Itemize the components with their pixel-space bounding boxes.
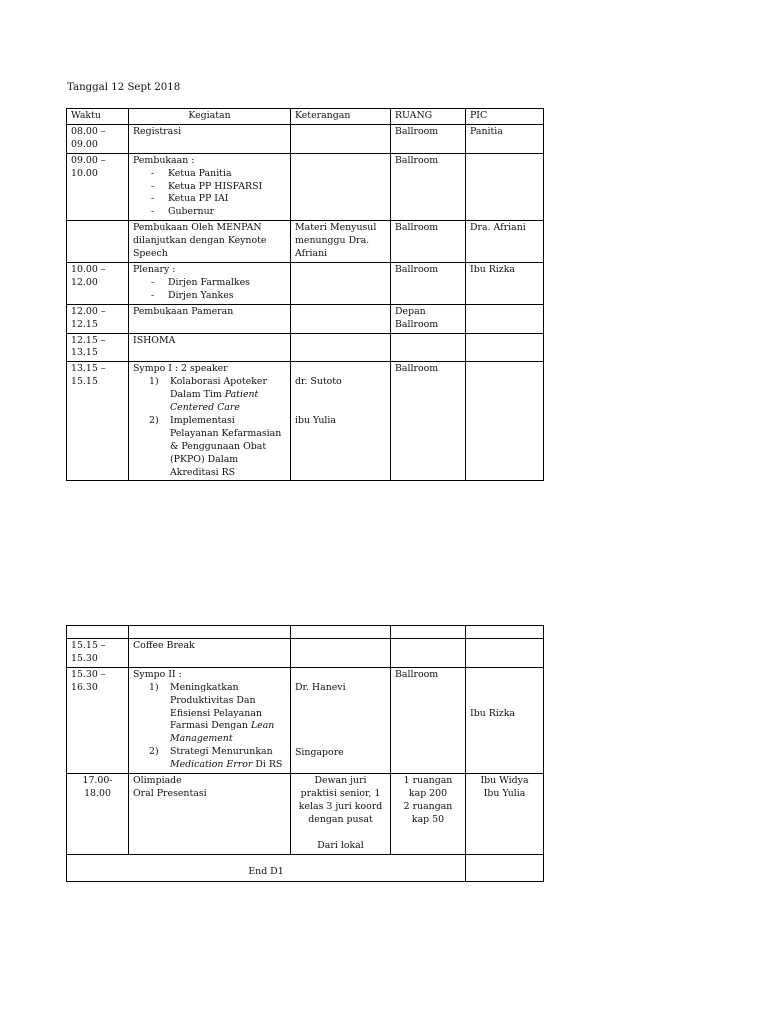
activity-title: Olimpiade bbox=[133, 775, 182, 787]
table-row bbox=[67, 153, 544, 221]
cell-waktu: 15.30 – 16.30 bbox=[67, 667, 129, 773]
topic-italic: Lean Management bbox=[170, 720, 275, 745]
list-item: - Gubernur bbox=[151, 206, 286, 219]
activity-title: Sympo II : bbox=[133, 668, 182, 680]
cell-kegiatan bbox=[129, 362, 291, 481]
list-item: - Dirjen Yankes bbox=[151, 290, 286, 303]
activity-title: Plenary : bbox=[133, 263, 176, 275]
cell-empty bbox=[291, 626, 391, 639]
schedule-date: Tanggal 12 Sept 2018 bbox=[67, 82, 181, 93]
cell-pic: Ibu Rizka bbox=[466, 262, 544, 304]
cell-pic: Dra. Afriani bbox=[466, 221, 544, 263]
cell-waktu: 12.00 – 12.15 bbox=[67, 304, 129, 333]
cell-keterangan bbox=[291, 639, 391, 668]
table-row bbox=[67, 262, 544, 304]
schedule-table-part-1 bbox=[66, 108, 544, 481]
table-row bbox=[67, 774, 544, 855]
cell-waktu: 15.15 – 15.30 bbox=[67, 639, 129, 668]
topic-tail: Di RS bbox=[255, 759, 283, 771]
list-item: - Dirjen Farmalkes bbox=[151, 277, 286, 290]
cell-kegiatan: Registrasi bbox=[129, 124, 291, 153]
list-item bbox=[149, 415, 286, 480]
cell-keterangan bbox=[291, 667, 391, 773]
table-header-row bbox=[67, 109, 544, 125]
cell-pic bbox=[466, 639, 544, 668]
cell-ruang bbox=[391, 333, 466, 362]
room-capacity: 2 ruangan kap 50 bbox=[403, 800, 453, 825]
table-row bbox=[67, 304, 544, 333]
cell-ruang: Ballroom bbox=[391, 153, 466, 221]
activity-title: Oral Presentasi bbox=[133, 787, 207, 799]
cell-pic bbox=[466, 333, 544, 362]
topic-italic: Medication Error bbox=[170, 759, 253, 771]
cell-pic bbox=[466, 854, 544, 881]
cell-waktu bbox=[67, 221, 129, 263]
cell-keterangan bbox=[291, 124, 391, 153]
cell-pic: Panitia bbox=[466, 124, 544, 153]
header-waktu: Waktu bbox=[67, 109, 129, 125]
pic-name: Ibu Yulia bbox=[483, 787, 526, 799]
list-item: - Ketua PP IAI bbox=[151, 193, 286, 206]
cell-waktu: 13.15 – 15.15 bbox=[67, 362, 129, 481]
table-row-end bbox=[67, 854, 544, 881]
header-ruang: RUANG bbox=[391, 109, 466, 125]
cell-pic bbox=[466, 362, 544, 481]
cell-kegiatan: Coffee Break bbox=[129, 639, 291, 668]
cell-ruang bbox=[391, 774, 466, 855]
cell-pic bbox=[466, 304, 544, 333]
pic-name: Ibu Widya bbox=[480, 775, 529, 787]
speaker-name: dr. Sutoto bbox=[295, 376, 342, 388]
speaker-name: Dr. Hanevi bbox=[295, 681, 346, 693]
cell-kegiatan bbox=[129, 153, 291, 221]
cell-ruang: Depan Ballroom bbox=[391, 304, 466, 333]
cell-ruang: Ballroom bbox=[391, 262, 466, 304]
cell-waktu: 17.00- 18.00 bbox=[67, 774, 129, 855]
header-pic: PIC bbox=[466, 109, 544, 125]
cell-pic bbox=[466, 774, 544, 855]
schedule-table-part-2 bbox=[66, 625, 544, 882]
cell-keterangan bbox=[291, 362, 391, 481]
cell-empty bbox=[67, 626, 129, 639]
cell-waktu: 10.00 – 12.00 bbox=[67, 262, 129, 304]
item-number: 2) bbox=[149, 746, 159, 758]
topic-text: Strategi Menurunkan bbox=[170, 746, 273, 758]
table-row bbox=[67, 221, 544, 263]
cell-keterangan: Materi Menyusul menunggu Dra. Afriani bbox=[291, 221, 391, 263]
item-number: 2) bbox=[149, 414, 159, 426]
cell-ruang bbox=[391, 639, 466, 668]
cell-empty bbox=[129, 626, 291, 639]
cell-empty bbox=[466, 626, 544, 639]
speaker-list bbox=[133, 277, 286, 303]
table-row bbox=[67, 333, 544, 362]
topic-text: Kolaborasi Apoteker Dalam Tim bbox=[170, 376, 267, 401]
cell-keterangan bbox=[291, 153, 391, 221]
list-item bbox=[149, 682, 286, 747]
speaker-list bbox=[133, 168, 286, 220]
cell-kegiatan bbox=[129, 774, 291, 855]
table-row bbox=[67, 667, 544, 773]
cell-waktu: 09.00 – 10.00 bbox=[67, 153, 129, 221]
cell-empty bbox=[391, 626, 466, 639]
cell-kegiatan: Pembukaan Pameran bbox=[129, 304, 291, 333]
cell-ruang: Ballroom bbox=[391, 667, 466, 773]
item-number: 1) bbox=[149, 681, 159, 693]
end-of-day-label: End D1 bbox=[67, 854, 466, 881]
cell-kegiatan: ISHOMA bbox=[129, 333, 291, 362]
list-item bbox=[149, 376, 286, 415]
jury-note: Dewan juri praktisi senior, 1 kelas 3 juri koord dengan pusat bbox=[298, 775, 383, 825]
table-row bbox=[67, 124, 544, 153]
header-keterangan: Keterangan bbox=[291, 109, 391, 125]
pic-name: Ibu Rizka bbox=[470, 707, 515, 719]
cell-ruang: Ballroom bbox=[391, 221, 466, 263]
list-item: - Ketua Panitia bbox=[151, 168, 286, 181]
cell-ruang: Ballroom bbox=[391, 362, 466, 481]
cell-kegiatan bbox=[129, 262, 291, 304]
jury-note: Dari lokal bbox=[317, 839, 364, 851]
list-item: - Ketua PP HISFARSI bbox=[151, 181, 286, 194]
header-kegiatan: Kegiatan bbox=[129, 109, 291, 125]
room-capacity: 1 ruangan kap 200 bbox=[403, 775, 453, 799]
list-item bbox=[149, 746, 286, 772]
cell-ruang: Ballroom bbox=[391, 124, 466, 153]
cell-keterangan bbox=[291, 774, 391, 855]
table-row bbox=[67, 362, 544, 481]
topic-list bbox=[133, 682, 286, 772]
topic-text: Implementasi Pelayanan Kefarmasian & Penggunaan Obat (PKPO) Dalam Akreditasi RS bbox=[170, 414, 282, 478]
table-row bbox=[67, 639, 544, 668]
activity-title: Sympo I : 2 speaker bbox=[133, 363, 228, 375]
cell-waktu: 08.00 – 09.00 bbox=[67, 124, 129, 153]
speaker-name: Singapore bbox=[295, 746, 344, 758]
activity-title: Pembukaan : bbox=[133, 154, 195, 166]
topic-text: Meningkatkan Produktivitas Dan Efisiensi Pelayanan Farmasi Dengan bbox=[170, 681, 262, 732]
cell-waktu: 12.15 – 13.15 bbox=[67, 333, 129, 362]
cell-kegiatan bbox=[129, 667, 291, 773]
cell-pic bbox=[466, 667, 544, 773]
item-number: 1) bbox=[149, 376, 159, 388]
speaker-name: ibu Yulia bbox=[295, 415, 337, 427]
cell-keterangan bbox=[291, 333, 391, 362]
cell-kegiatan: Pembukaan Oleh MENPAN dilanjutkan dengan Keynote Speech bbox=[129, 221, 291, 263]
topic-italic: Patient Centered Care bbox=[170, 389, 259, 414]
cell-keterangan bbox=[291, 262, 391, 304]
table-row-empty bbox=[67, 626, 544, 639]
cell-keterangan bbox=[291, 304, 391, 333]
topic-list bbox=[133, 376, 286, 479]
cell-pic bbox=[466, 153, 544, 221]
